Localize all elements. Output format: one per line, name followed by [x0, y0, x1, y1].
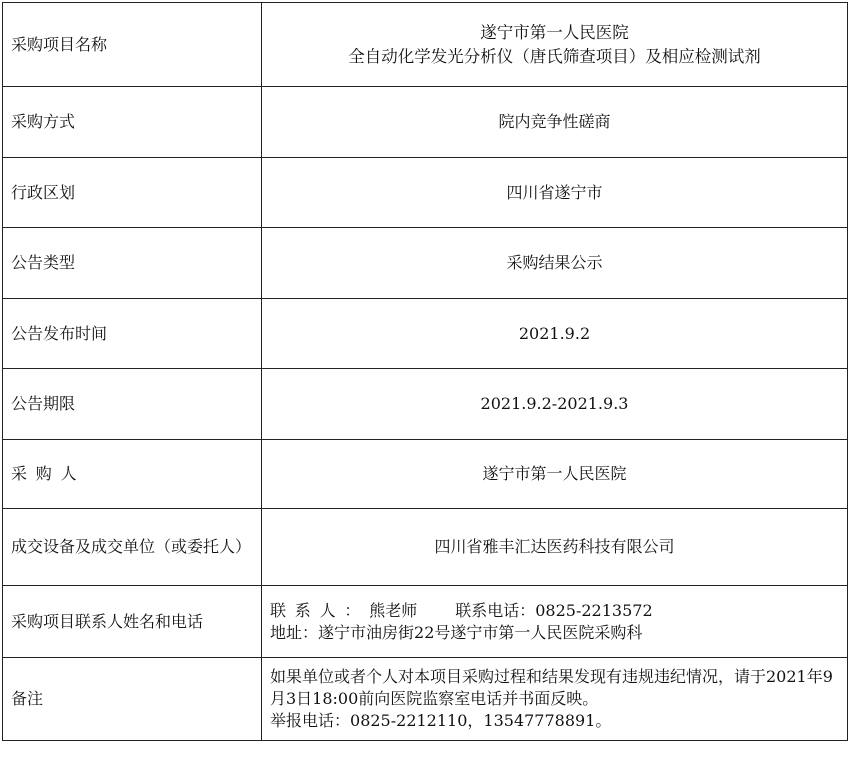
report-phones: 0825-2212110，13547778891。 [350, 711, 612, 730]
remarks-label: 备注 [3, 658, 262, 741]
remarks-text: 如果单位或者个人对本项目采购过程和结果发现有违规违纪情况，请于2021年9月3日18:00前向医院监察室电话并书面反映。 [270, 667, 833, 708]
project-name-value [262, 3, 848, 87]
report-label: 举报电话： [270, 711, 351, 730]
project-name-item: 全自动化学发光分析仪（唐氏筛查项目）及相应检测试剂 [348, 46, 761, 66]
contact-phone: 0825-2213572 [535, 600, 653, 620]
notice-type-value: 采购结果公示 [262, 228, 848, 299]
row-winner [3, 509, 848, 586]
method-label: 采购方式 [3, 87, 262, 158]
row-remarks [3, 658, 848, 741]
purchaser-value: 遂宁市第一人民医院 [262, 440, 848, 509]
address-value: 遂宁市油房街22号遂宁市第一人民医院采购科 [318, 622, 643, 642]
contact-value [262, 586, 848, 658]
row-publish-time [3, 299, 848, 369]
contact-phone-label: 联系电话： [455, 600, 536, 620]
region-value: 四川省遂宁市 [262, 158, 848, 228]
region-label: 行政区划 [3, 158, 262, 228]
procurement-notice-table [2, 2, 848, 741]
contact-label: 采购项目联系人姓名和电话 [3, 586, 262, 658]
purchaser-label [3, 440, 262, 509]
contact-person: 熊老师 [369, 600, 418, 620]
project-name-hospital: 遂宁市第一人民医院 [480, 22, 629, 42]
purchaser-label-text: 采购人 [11, 464, 86, 483]
project-name-label: 采购项目名称 [3, 3, 262, 87]
publish-time-label: 公告发布时间 [3, 299, 262, 369]
row-region [3, 158, 848, 228]
winner-value: 四川省雅丰汇达医药科技有限公司 [262, 509, 848, 586]
address-line [270, 622, 839, 644]
period-value: 2021.9.2-2021.9.3 [262, 369, 848, 440]
row-project-name [3, 3, 848, 87]
report-line [270, 710, 839, 732]
row-contact [3, 586, 848, 658]
row-notice-type [3, 228, 848, 299]
contact-person-label: 联系人： [270, 600, 370, 620]
contact-line [270, 600, 839, 622]
row-method [3, 87, 848, 158]
row-period [3, 369, 848, 440]
remarks-value [262, 658, 848, 741]
address-label: 地址： [270, 622, 319, 642]
publish-time-value: 2021.9.2 [262, 299, 848, 369]
method-value: 院内竞争性磋商 [262, 87, 848, 158]
notice-type-label: 公告类型 [3, 228, 262, 299]
row-purchaser [3, 440, 848, 509]
winner-label: 成交设备及成交单位（或委托人） [3, 509, 262, 586]
period-label: 公告期限 [3, 369, 262, 440]
